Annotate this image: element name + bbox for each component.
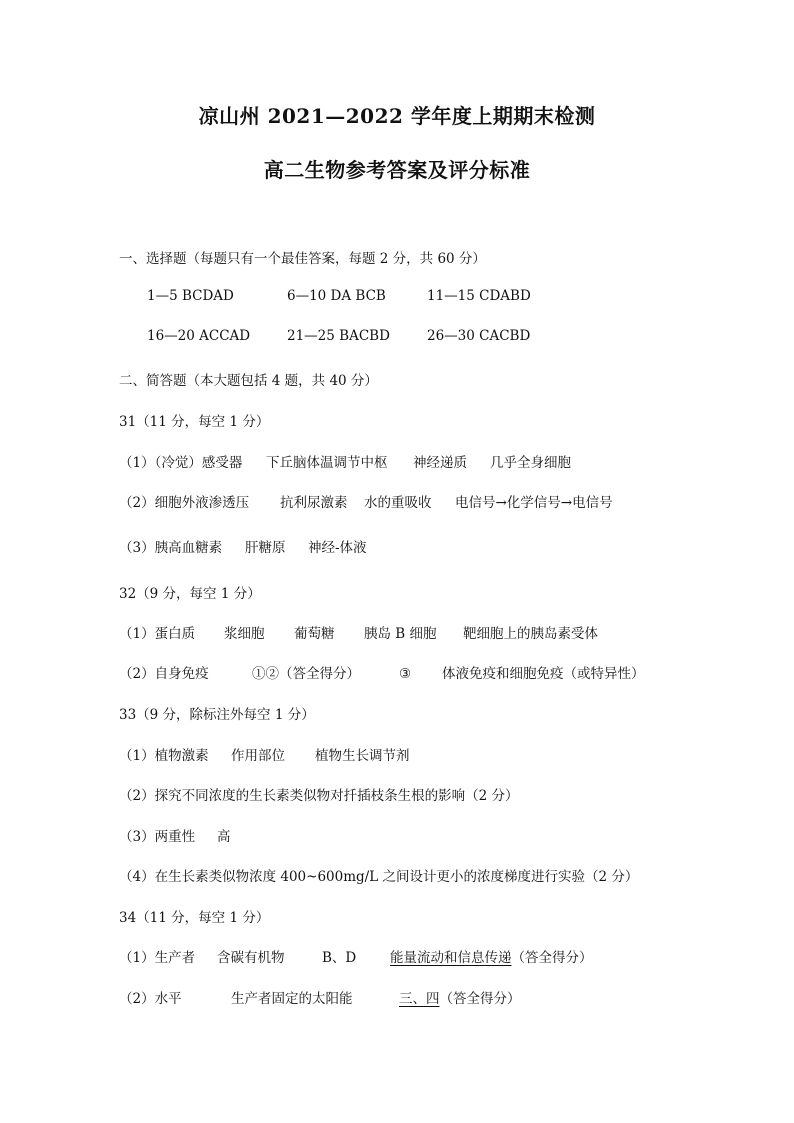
q31-heading: 31（11 分，每空 1 分）	[119, 414, 270, 430]
q34-answer-2	[119, 987, 521, 1007]
q32-answer-1	[119, 622, 598, 642]
answer-item: 几乎全身细胞	[490, 455, 571, 471]
underlined-answer: 三、四	[399, 991, 440, 1007]
answer-item: 抗利尿激素	[280, 495, 348, 511]
answer-item: 含碳有机物	[217, 950, 285, 966]
section2-heading: 二、简答题（本大题包括 4 题，共 40 分）	[119, 373, 378, 389]
q33-answer-2: （2）探究不同浓度的生长素类似物对扦插枝条生根的影响（2 分）	[119, 788, 519, 804]
answer-item: 肝糖原	[245, 540, 286, 556]
q33-answer-1	[119, 744, 410, 764]
answer-item: 体液免疫和细胞免疫（或特异性）	[442, 666, 645, 682]
answer-note: （答全得分）	[439, 991, 521, 1007]
answer-item: 水的重吸收	[364, 495, 432, 511]
answer-item: ①②（答全得分）	[252, 666, 360, 682]
answer-item: （1）生产者	[119, 950, 196, 966]
answer-item: 下丘脑体温调节中枢	[266, 455, 388, 471]
choice-row-1	[147, 288, 531, 304]
q33-heading: 33（9 分，除标注外每空 1 分）	[119, 707, 315, 723]
choice-row-2	[147, 328, 530, 344]
answer-item: （2）细胞外液渗透压	[119, 495, 250, 511]
page-subtitle: 高二生物参考答案及评分标准	[263, 158, 531, 182]
answer-item: 电信号→化学信号→电信号	[455, 495, 613, 511]
answer-item: 神经-体液	[308, 540, 367, 556]
answer-note: （答全得分）	[511, 950, 593, 966]
q31-answer-3	[119, 536, 367, 556]
answer-item: （3）两重性	[119, 829, 196, 845]
answer-item: （2）水平	[119, 991, 182, 1007]
answer-item: ③	[399, 666, 412, 682]
choice-21-25: 21—25 BACBD	[287, 328, 390, 344]
q33-answer-4: （4）在生长素类似物浓度 400~600mg/L 之间设计更小的浓度梯度进行实验（2 分）	[119, 869, 639, 885]
section1-heading: 一、选择题（每题只有一个最佳答案，每题 2 分，共 60 分）	[119, 251, 486, 267]
answer-item: 胰岛 B 细胞	[364, 626, 437, 642]
q32-heading: 32（9 分，每空 1 分）	[119, 586, 261, 602]
q32-answer-2	[119, 662, 645, 682]
answer-item: 靶细胞上的胰岛素受体	[463, 626, 598, 642]
answer-item: （2）自身免疫	[119, 666, 209, 682]
answer-item: 高	[217, 829, 231, 845]
q33-answer-3	[119, 825, 231, 845]
choice-26-30: 26—30 CACBD	[427, 328, 531, 344]
answer-item: 浆细胞	[224, 626, 265, 642]
answer-item: 神经递质	[413, 455, 467, 471]
q31-answer-2	[119, 491, 613, 511]
answer-item: （1）植物激素	[119, 748, 209, 764]
choice-6-10: 6—10 DA BCB	[287, 288, 386, 304]
q31-answer-1	[119, 451, 571, 471]
answer-item: （3）胰高血糖素	[119, 540, 223, 556]
q34-heading: 34（11 分，每空 1 分）	[119, 910, 270, 926]
answer-item: 葡萄糖	[294, 626, 335, 642]
underlined-answer: 能量流动和信息传递	[390, 950, 512, 966]
choice-16-20: 16—20 ACCAD	[147, 328, 251, 344]
q34-answer-1	[119, 946, 593, 966]
answer-item: 作用部位	[231, 748, 285, 764]
answer-item: 生产者固定的太阳能	[231, 991, 353, 1007]
answer-item: （1）（冷觉）感受器	[119, 455, 243, 471]
answer-item: 植物生长调节剂	[315, 748, 410, 764]
page-title: 凉山州 2021—2022 学年度上期期末检测	[198, 104, 596, 128]
answer-item: （1）蛋白质	[119, 626, 196, 642]
choice-11-15: 11—15 CDABD	[427, 288, 531, 304]
choice-1-5: 1—5 BCDAD	[147, 288, 234, 304]
answer-item: B、D	[322, 950, 357, 966]
